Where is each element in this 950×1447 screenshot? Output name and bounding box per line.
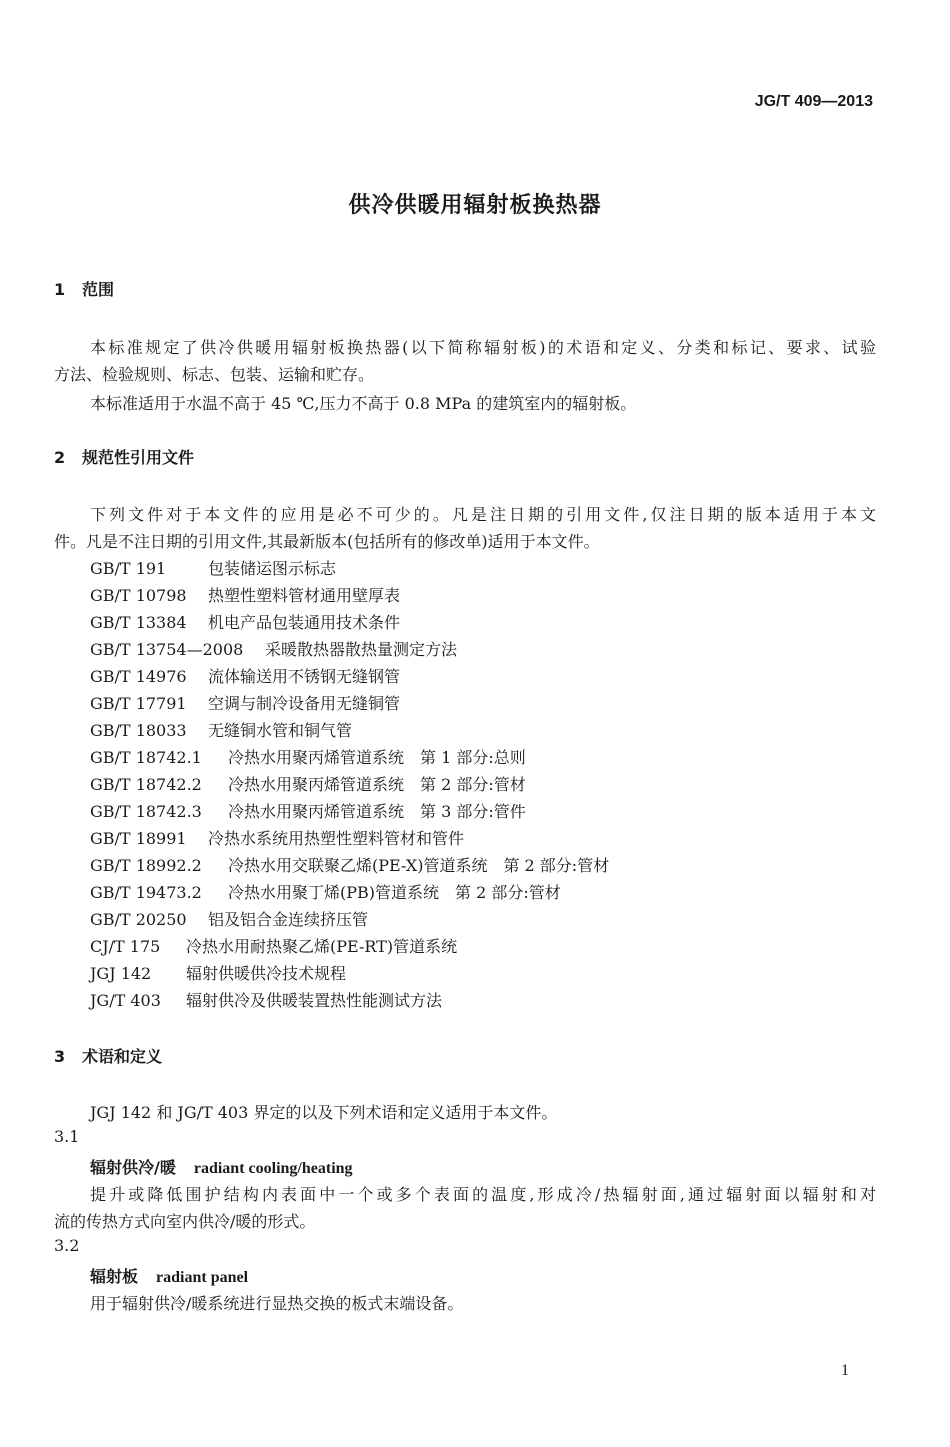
reference-title: 包装储运图示标志	[208, 559, 337, 578]
reference-code: GB/T 14976	[90, 667, 187, 686]
reference-code: GB/T 18991	[90, 829, 187, 848]
term-definition-line-1: 用于辐射供冷/暖系统进行显热交换的板式末端设备。	[90, 1294, 464, 1313]
reference-title: 流体输送用不锈钢无缝钢管	[208, 667, 401, 686]
term-english: radiant panel	[156, 1269, 249, 1286]
section-title: 规范性引用文件	[82, 448, 195, 467]
term-heading	[90, 1264, 248, 1287]
section-1-heading	[54, 277, 114, 300]
reference-item	[90, 880, 561, 903]
reference-item	[90, 853, 609, 876]
reference-code: JGJ 142	[90, 964, 152, 983]
reference-title: 冷热水用聚丙烯管道系统 第 2 部分:管材	[228, 775, 526, 794]
page-number: 1	[841, 1362, 849, 1379]
reference-code: GB/T 13754—2008	[90, 640, 244, 659]
term-definition-line-2: 流的传热方式向室内供冷/暖的形式。	[54, 1212, 316, 1231]
term-definition-line-1: 提升或降低围护结构内表面中一个或多个表面的温度,形成冷/热辐射面,通过辐射面以辐射和对	[90, 1185, 876, 1204]
reference-title: 冷热水用聚丙烯管道系统 第 1 部分:总则	[228, 748, 526, 767]
reference-title: 冷热水系统用热塑性塑料管材和管件	[208, 829, 465, 848]
reference-item	[90, 961, 346, 984]
scope-paragraph-line-1: 本标准规定了供冷供暖用辐射板换热器(以下简称辐射板)的术语和定义、分类和标记、要求、试验	[90, 338, 876, 357]
terms-intro: JGJ 142 和 JG/T 403 界定的以及下列术语和定义适用于本文件。	[90, 1103, 558, 1122]
reference-title: 冷热水用聚丁烯(PB)管道系统 第 2 部分:管材	[228, 883, 561, 902]
reference-item	[90, 610, 400, 633]
term-heading	[90, 1155, 353, 1178]
reference-code: CJ/T 175	[90, 937, 161, 956]
reference-item	[90, 637, 457, 660]
reference-item	[90, 718, 352, 741]
reference-code: GB/T 13384	[90, 613, 187, 632]
references-intro-line-1: 下列文件对于本文件的应用是必不可少的。凡是注日期的引用文件,仅注日期的版本适用于本文	[90, 505, 876, 524]
reference-code: GB/T 19473.2	[90, 883, 202, 902]
section-number: 3	[54, 1047, 66, 1066]
term-chinese: 辐射板	[90, 1267, 139, 1286]
reference-item	[90, 556, 336, 579]
reference-item	[90, 799, 526, 822]
section-number: 2	[54, 448, 66, 467]
reference-title: 热塑性塑料管材通用壁厚表	[208, 586, 401, 605]
reference-code: GB/T 191	[90, 559, 167, 578]
standard-code: JG/T 409—2013	[754, 93, 873, 110]
reference-item	[90, 691, 400, 714]
scope-paragraph-line-2: 方法、检验规则、标志、包装、运输和贮存。	[54, 365, 375, 384]
section-title: 术语和定义	[82, 1047, 163, 1066]
reference-title: 机电产品包装通用技术条件	[208, 613, 401, 632]
reference-item	[90, 583, 400, 606]
reference-title: 辐射供冷及供暖装置热性能测试方法	[186, 991, 443, 1010]
term-number: 3.2	[54, 1236, 80, 1255]
document-title: 供冷供暖用辐射板换热器	[348, 193, 602, 218]
reference-title: 铝及铝合金连续挤压管	[208, 910, 369, 929]
reference-title: 冷热水用聚丙烯管道系统 第 3 部分:管件	[228, 802, 526, 821]
reference-title: 冷热水用耐热聚乙烯(PE-RT)管道系统	[186, 937, 458, 956]
reference-code: GB/T 18992.2	[90, 856, 202, 875]
reference-code: JG/T 403	[90, 991, 161, 1010]
references-intro-line-2: 件。凡是不注日期的引用文件,其最新版本(包括所有的修改单)适用于本文件。	[54, 532, 600, 551]
reference-item	[90, 907, 368, 930]
reference-title: 采暖散热器散热量测定方法	[265, 640, 458, 659]
reference-item	[90, 826, 464, 849]
reference-code: GB/T 18742.3	[90, 802, 202, 821]
reference-code: GB/T 20250	[90, 910, 187, 929]
reference-code: GB/T 17791	[90, 694, 187, 713]
section-3-heading	[54, 1044, 162, 1067]
section-number: 1	[54, 280, 66, 299]
reference-item	[90, 745, 526, 768]
reference-item	[90, 772, 526, 795]
section-2-heading	[54, 445, 194, 468]
reference-code: GB/T 10798	[90, 586, 187, 605]
reference-code: GB/T 18033	[90, 721, 187, 740]
section-title: 范围	[82, 280, 115, 299]
reference-title: 冷热水用交联聚乙烯(PE-X)管道系统 第 2 部分:管材	[228, 856, 610, 875]
term-chinese: 辐射供冷/暖	[90, 1158, 176, 1177]
reference-item	[90, 664, 400, 687]
reference-code: GB/T 18742.2	[90, 775, 202, 794]
scope-paragraph-2: 本标准适用于水温不高于 45 ℃,压力不高于 0.8 MPa 的建筑室内的辐射板。	[90, 394, 637, 413]
reference-item	[90, 934, 457, 957]
term-english: radiant cooling/heating	[193, 1160, 353, 1177]
term-number: 3.1	[54, 1127, 80, 1146]
reference-title: 无缝铜水管和铜气管	[208, 721, 353, 740]
reference-title: 空调与制冷设备用无缝铜管	[208, 694, 401, 713]
reference-title: 辐射供暖供冷技术规程	[186, 964, 347, 983]
reference-item	[90, 988, 442, 1011]
reference-code: GB/T 18742.1	[90, 748, 202, 767]
